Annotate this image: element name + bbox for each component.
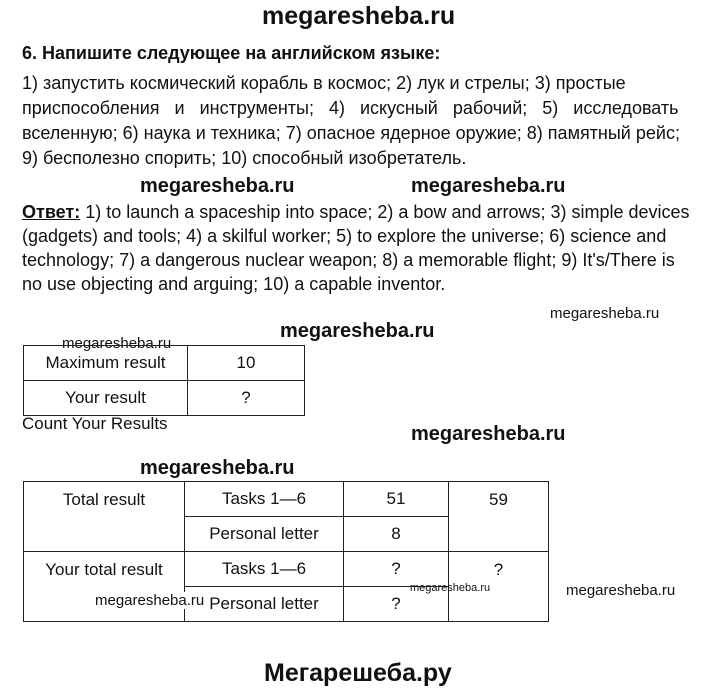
watermark-footer: Мегарешеба.ру bbox=[264, 659, 452, 687]
watermark: megaresheba.ru bbox=[140, 175, 295, 197]
answer-line: (gadgets) and tools; 4) a skilful worker; 5) to explore the universe; 6) science and bbox=[22, 226, 667, 246]
total-letter-value: 8 bbox=[344, 517, 449, 552]
task-line: 1) запустить космический корабль в космос; 2) лук и стрелы; 3) простые bbox=[22, 73, 626, 93]
watermark: megaresheba.ru bbox=[62, 335, 172, 352]
watermark-top: megaresheba.ru bbox=[262, 2, 456, 30]
tasks-label: Tasks 1—6 bbox=[185, 552, 344, 587]
answer-text: 1) to launch a spaceship into space; 2) a bow and arrows; 3) simple devices bbox=[80, 202, 690, 222]
max-result-value: 10 bbox=[188, 346, 305, 381]
watermark: megaresheba.ru bbox=[140, 457, 295, 479]
watermark: megaresheba.ru bbox=[280, 320, 435, 342]
task-line: 9) бесполезно спорить; 10) способный изобретатель. bbox=[22, 148, 467, 168]
tasks-label: Tasks 1—6 bbox=[185, 482, 344, 517]
task-title: 6. Напишите следующее на английском языке: bbox=[22, 43, 441, 63]
watermark: megaresheba.ru bbox=[550, 305, 660, 322]
answer-line: technology; 7) a dangerous nuclear weapon; 8) a memorable flight; 9) It's/There is bbox=[22, 250, 675, 270]
your-result-label: Your result bbox=[24, 381, 188, 416]
watermark: megaresheba.ru bbox=[411, 175, 566, 197]
count-results-caption: Count Your Results bbox=[22, 414, 168, 433]
watermark: megaresheba.ru bbox=[566, 582, 676, 599]
table-row bbox=[24, 482, 549, 517]
answer-label: Ответ: bbox=[22, 202, 81, 222]
total-sum-value: 59 bbox=[449, 482, 549, 552]
watermark: megaresheba.ru bbox=[411, 423, 566, 445]
max-result-label: Maximum result bbox=[24, 346, 188, 381]
letter-label: Personal letter bbox=[185, 517, 344, 552]
your-tasks-value: ? bbox=[344, 552, 449, 587]
task-line: вселенную; 6) наука и техника; 7) опасное ядерное оружие; 8) памятный рейс; bbox=[22, 123, 680, 143]
watermark: megaresheba.ru bbox=[95, 592, 205, 609]
total-tasks-value: 51 bbox=[344, 482, 449, 517]
answer-line: no use objecting and arguing; 10) a capable inventor. bbox=[22, 274, 446, 294]
your-sum-value: ? bbox=[449, 552, 549, 622]
task-line: приспособления и инструменты; 4) искусный рабочий; 5) исследовать bbox=[22, 98, 679, 118]
your-result-value: ? bbox=[188, 381, 305, 416]
answer-line-first bbox=[22, 200, 690, 224]
table-row bbox=[24, 346, 305, 381]
your-letter-value: ? bbox=[344, 587, 449, 622]
letter-label: Personal letter bbox=[185, 587, 344, 622]
table-row bbox=[24, 381, 305, 416]
your-total-result-label: Your total result bbox=[24, 552, 185, 622]
total-result-label: Total result bbox=[24, 482, 185, 552]
watermark: megaresheba.ru bbox=[410, 582, 491, 594]
result-table bbox=[23, 345, 305, 416]
